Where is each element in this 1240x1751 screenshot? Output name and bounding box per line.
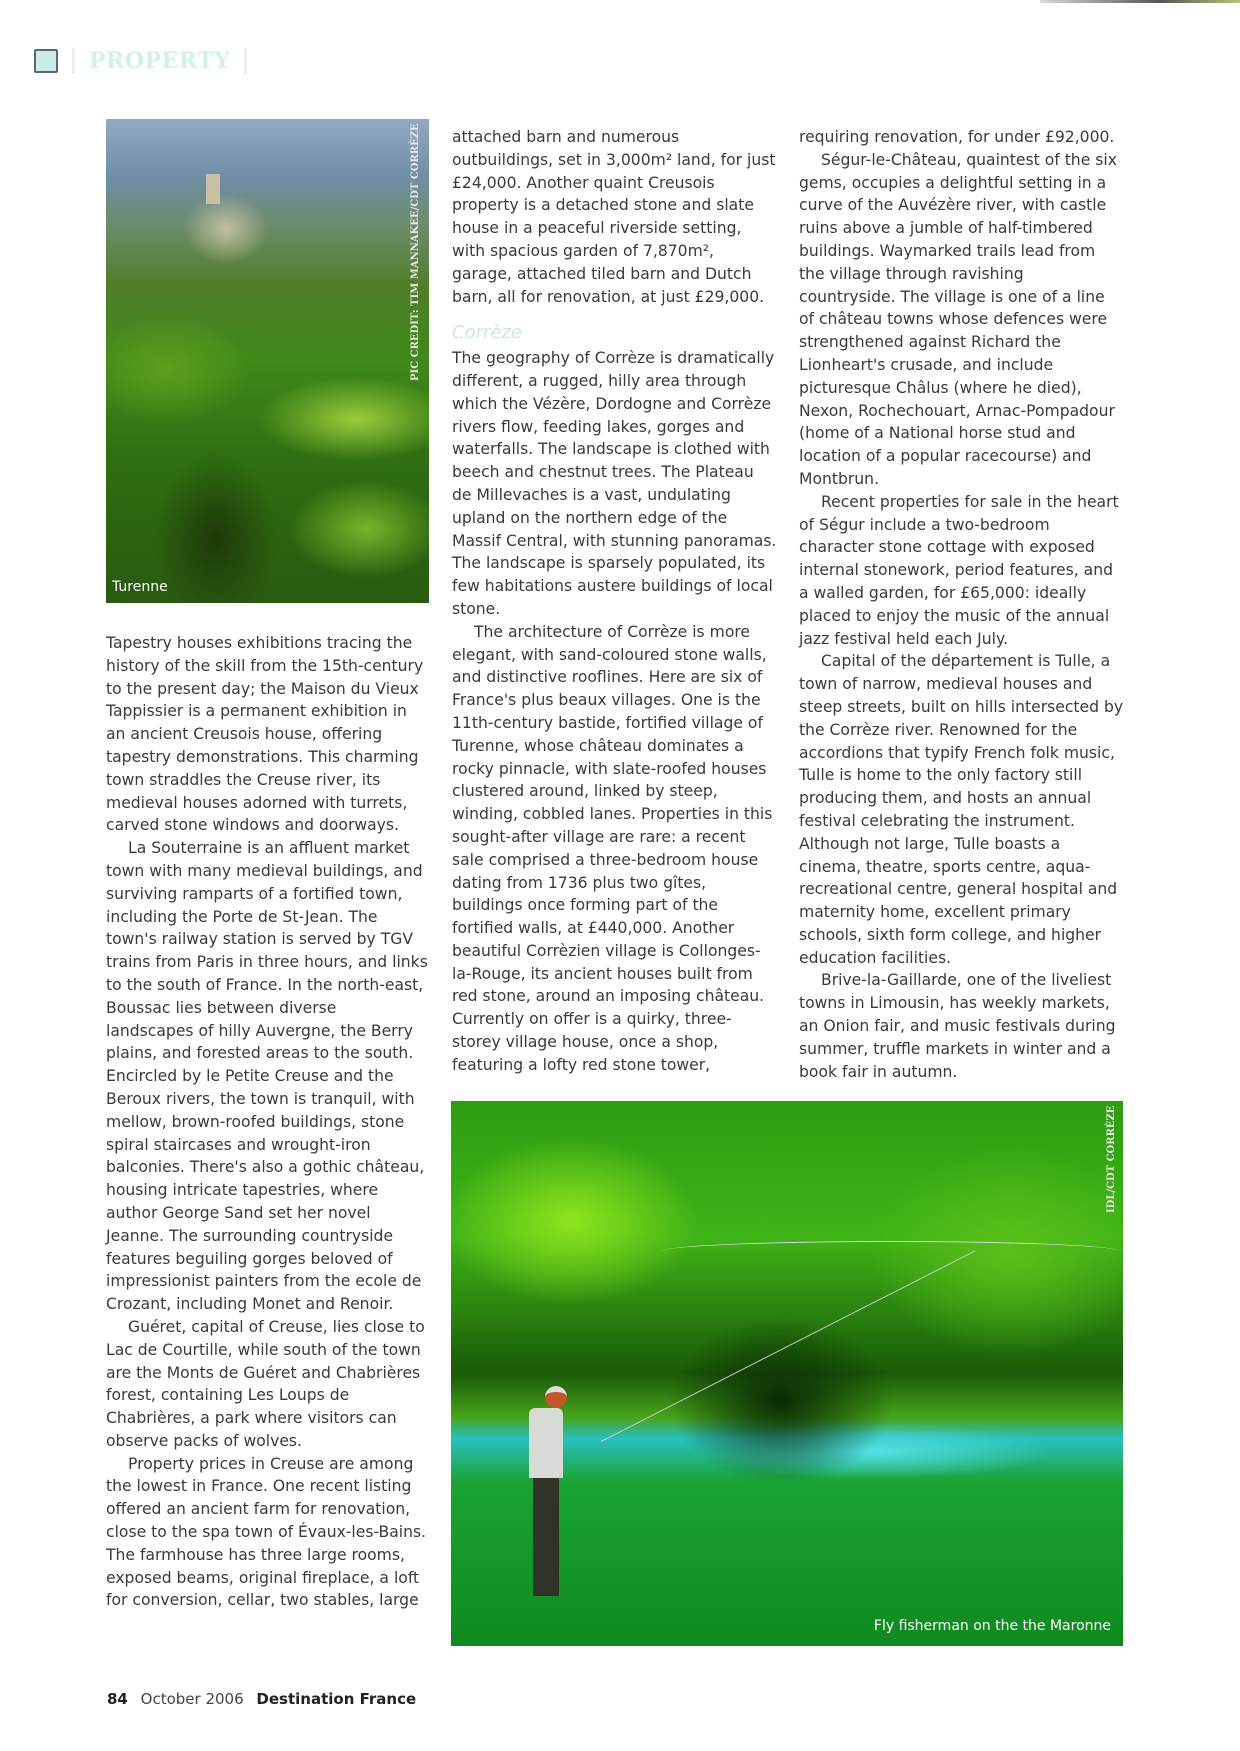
page-number: 84 <box>107 1690 128 1708</box>
photo-credit: PIC CREDIT: TIM MANNAKEE/CDT CORRÈZE <box>410 123 421 381</box>
paragraph: Capital of the département is Tulle, a town of narrow, medieval houses and steep streets, built on hills intersected by the Corrèze river. Renowned for the accordions that typify French folk music, Tulle is home to the only factory still producing them, and hosts an annual festival celebrating the instrument. Although not large, Tulle boasts a cinema, theatre, sports centre, aqua-recreational centre, general hospital and maternity home, excellent primary schools, sixth form college, and higher education facilities. <box>799 652 1124 967</box>
paragraph: Ségur-le-Château, quaintest of the six gems, occupies a delightful setting in a curve of the Auvézère river, with castle ruins above a jumble of half-timbered buildings. Waymarked trails lead from the village through ravishing countryside. The village is one of a line of château towns whose defences were strengthened against Richard the Lionheart's crusade, and include picturesque Châlus (where he died), Nexon, Rochechouart, Arnac-Pompadour (home of a National horse stud and location of a popular racecourse) and Montbrun. <box>799 150 1117 488</box>
paragraph: Property prices in Creuse are among the lowest in France. One recent listing offered an ancient farm for renovation, close to the spa town of Évaux-les-Bains. The farmhouse has three large rooms, exposed beams, original fireplace, a loft for conversion, cellar, two stables, large <box>106 1454 427 1610</box>
paragraph: attached barn and numerous outbuildings, set in 3,000m² land, for just £24,000. Another quaint Creusois property is a detached stone and slate house in a peaceful riverside setting, with spacious garden of 7,870m², garage, attached tiled barn and Dutch barn, all for renovation, at just £29,000. <box>452 128 776 306</box>
photo-caption: Fly fisherman on the the Maronne <box>873 1618 1111 1634</box>
paragraph: Brive-la-Gaillarde, one of the liveliest towns in Limousin, has weekly markets, an Onion fair, and music festivals during summer, truffle markets in winter and a book fair in autumn. <box>799 971 1116 1081</box>
fisherman-figure <box>523 1386 567 1596</box>
issue-date: October 2006 <box>140 1690 244 1708</box>
fishing-line-shape <box>661 1241 1121 1262</box>
fisherman-photo <box>451 1101 1123 1646</box>
paragraph: Tapestry houses exhibitions tracing the history of the skill from the 15th-century to the present day; the Maison du Vieux Tappissier is a permanent exhibition in an ancient Creusois house, offering tapestry demonstrations. This charming town straddles the Creuse river, its medieval houses adorned with turrets, carved stone windows and doorways. <box>106 634 424 835</box>
article-column-2 <box>452 126 777 1077</box>
header-divider <box>72 48 75 74</box>
subheading-correze: Corrèze <box>452 322 522 344</box>
castle-tower-shape <box>206 174 220 204</box>
turenne-photo <box>106 119 429 603</box>
fishing-rod-shape <box>601 1250 976 1442</box>
top-edge-rule <box>1040 0 1240 3</box>
paragraph: Guéret, capital of Creuse, lies close to Lac de Courtille, while south of the town are the Monts de Guéret and Chabrières forest, containing Les Loups de Chabrières, a park where visitors can observe packs of wolves. <box>106 1317 425 1450</box>
paragraph: Recent properties for sale in the heart of Ségur include a two-bedroom character stone cottage with exposed internal stonework, period features, and a walled garden, for £65,000: ideally placed to enjoy the music of the annual jazz festival held each July. <box>799 492 1119 648</box>
paragraph: The architecture of Corrèze is more elegant, with sand-coloured stone walls, and distinctive rooflines. Here are six of France's plus beaux villages. One is the 11th-century bastide, fortified village of Turenne, whose château dominates a rocky pinnacle, with slate-roofed houses clustered around, linked by steep, winding, cobbled lanes. Properties in this sought-after village are rare: a recent sale comprised a three-bedroom house dating from 1736 plus two gîtes, buildings once forming part of the fortified walls, at £440,000. Another beautiful Corrèzien village is Collonges-la-Rouge, its ancient houses built from red stone, around an imposing château. Currently on offer is a quirky, three-storey village house, once a shop, featuring a lofty red stone tower, <box>452 622 773 1074</box>
photo-caption: Turenne <box>112 579 168 595</box>
section-title: PROPERTY <box>89 48 231 74</box>
photo-credit: IDL/CDT CORRÈZE <box>1106 1105 1117 1213</box>
page-footer <box>107 1690 416 1708</box>
header-divider <box>244 48 247 74</box>
article-column-1 <box>106 632 428 1612</box>
section-marker-icon <box>34 49 58 73</box>
paragraph: La Souterraine is an affluent market town with many medieval buildings, and surviving ramparts of a fortified town, including the Porte de St-Jean. The town's railway station is served by TGV trains from Paris in three hours, and links to the south of France. In the north-east, Boussac lies between diverse landscapes of hilly Auvergne, the Berry plains, and forested areas to the south. Encircled by le Petite Creuse and the Beroux rivers, the town is tranquil, with mellow, brown-roofed buildings, stone spiral staircases and wrought-iron balconies. There's also a gothic château, housing intricate tapestries, where author George Sand set her novel Jeanne. The surrounding countryside features beguiling gorges beloved of impressionist painters from the ecole de Crozant, including Monet and Renoir. <box>106 839 428 1314</box>
paragraph: requiring renovation, for under £92,000. <box>799 128 1115 146</box>
paragraph: The geography of Corrèze is dramatically different, a rugged, hilly area through which the Vézère, Dordogne and Corrèze rivers flow, feeding lakes, gorges and waterfalls. The landscape is clothed with beech and chestnut trees. The Plateau de Millevaches is a vast, undulating upland on the northern edge of the Massif Central, with stunning panoramas. The landscape is sparsely populated, its few habitations austere buildings of local stone. <box>452 349 777 618</box>
article-column-3 <box>799 126 1124 1083</box>
section-header <box>34 47 261 75</box>
magazine-name: Destination France <box>256 1690 417 1708</box>
